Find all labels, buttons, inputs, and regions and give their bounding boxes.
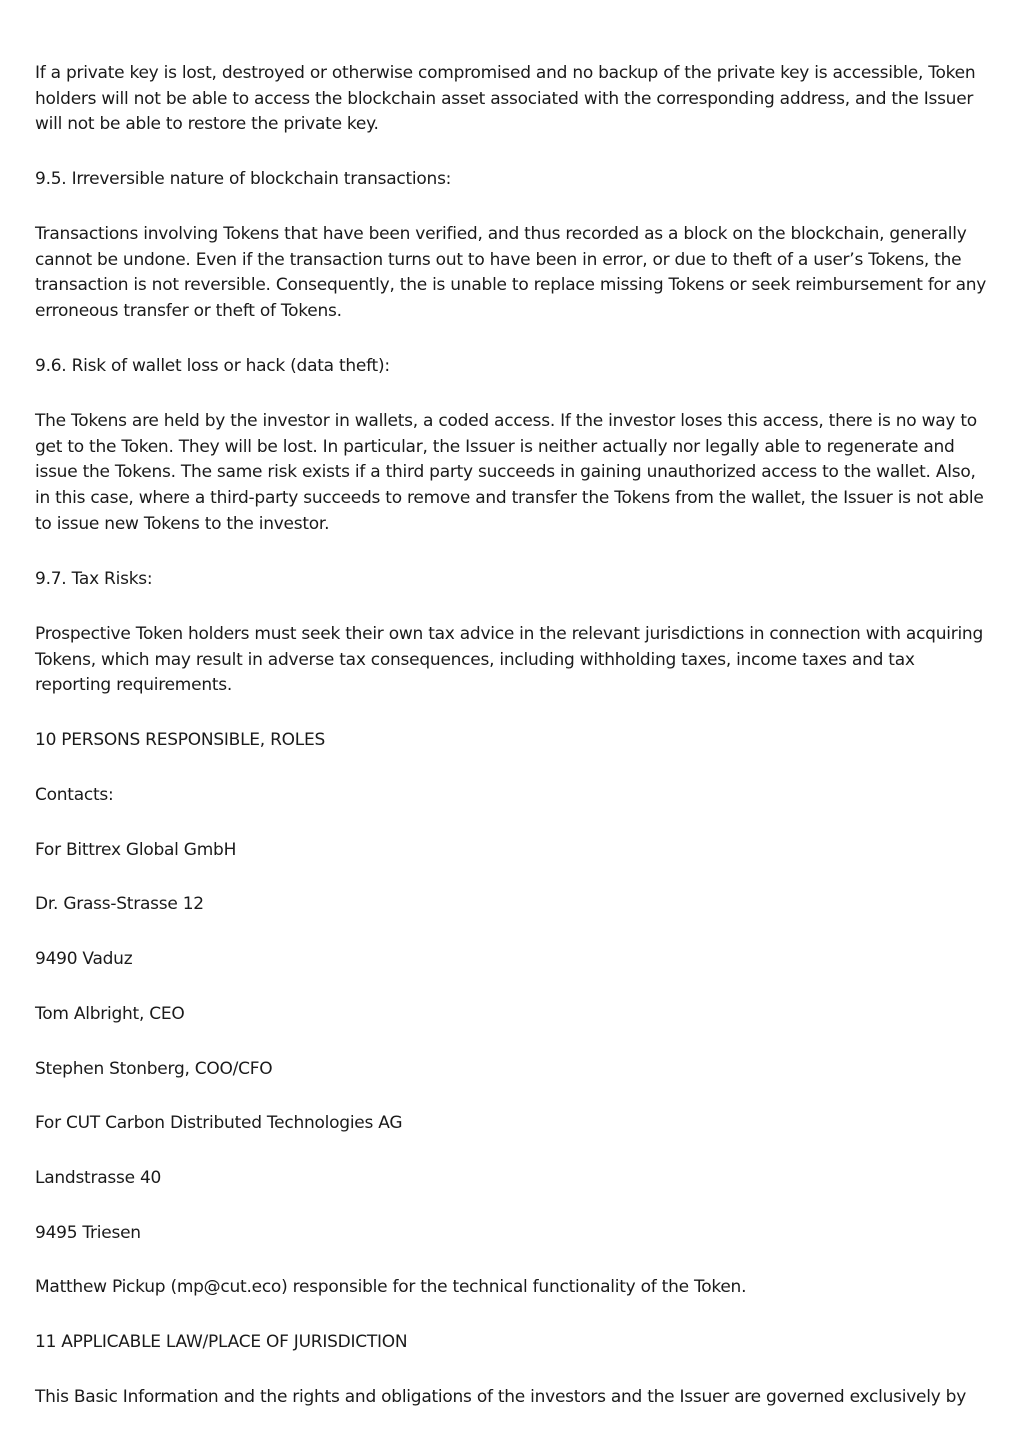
contact-address-street: Dr. Grass-Strasse 12	[35, 894, 204, 914]
contact-address-street-cut: Landstrasse 40	[35, 1168, 162, 1188]
paragraph-private-key-loss: If a private key is lost, destroyed or otherwise compromised and no backup of the private key is accessible, Token holders will not be able to access the blockchain asset associated with the corresponding address, and the Issuer will not be able to restore the private key.	[35, 63, 976, 135]
paragraph-irreversible: Transactions involving Tokens that have been verified, and thus recorded as a block on the blockchain, generally cannot be undone. Even if the transaction turns out to have been in error, or due to theft of a user’s Tokens, the transaction is not reversible. Consequently, the is unable to replace missing Tokens or seek reimbursement for any erroneous transfer or theft of Tokens.	[35, 224, 987, 322]
contact-person-coo: Stephen Stonberg, COO/CFO	[35, 1059, 273, 1079]
section-heading-10: 10 PERSONS RESPONSIBLE, ROLES	[35, 730, 326, 750]
contact-person-ceo: Tom Albright, CEO	[35, 1004, 185, 1024]
contact-company-bittrex: For Bittrex Global GmbH	[35, 840, 237, 860]
contact-person-technical: Matthew Pickup (mp@cut.eco) responsible for the technical functionality of the Token.	[35, 1277, 747, 1297]
paragraph-wallet-loss: The Tokens are held by the investor in wallets, a coded access. If the investor loses this access, there is no way to get to the Token. They will be lost. In particular, the Issuer is neither actually nor legally able to regenerate and issue the Tokens. The same risk exists if a third party succeeds in gaining unauthorized access to the wallet. Also, in this case, where a third-party succeeds to remove and transfer the Tokens from the wallet, the Issuer is not able to issue new Tokens to the investor.	[35, 411, 984, 534]
heading-9-6: 9.6. Risk of wallet loss or hack (data theft):	[35, 356, 390, 376]
section-heading-11: 11 APPLICABLE LAW/PLACE OF JURISDICTION	[35, 1332, 408, 1352]
contacts-label: Contacts:	[35, 785, 114, 805]
paragraph-tax-risks: Prospective Token holders must seek their own tax advice in the relevant jurisdictions in connection with acquiring Tokens, which may result in adverse tax consequences, including withholding taxes, income taxes and tax reporting requirements.	[35, 624, 983, 696]
heading-9-5: 9.5. Irreversible nature of blockchain transactions:	[35, 169, 452, 189]
heading-9-7: 9.7. Tax Risks:	[35, 569, 153, 589]
contact-address-city: 9490 Vaduz	[35, 949, 133, 969]
paragraph-applicable-law: This Basic Information and the rights and obligations of the investors and the Issuer are governed exclusively by	[35, 1387, 967, 1407]
contact-company-cut: For CUT Carbon Distributed Technologies AG	[35, 1113, 403, 1133]
contact-address-city-cut: 9495 Triesen	[35, 1223, 141, 1243]
